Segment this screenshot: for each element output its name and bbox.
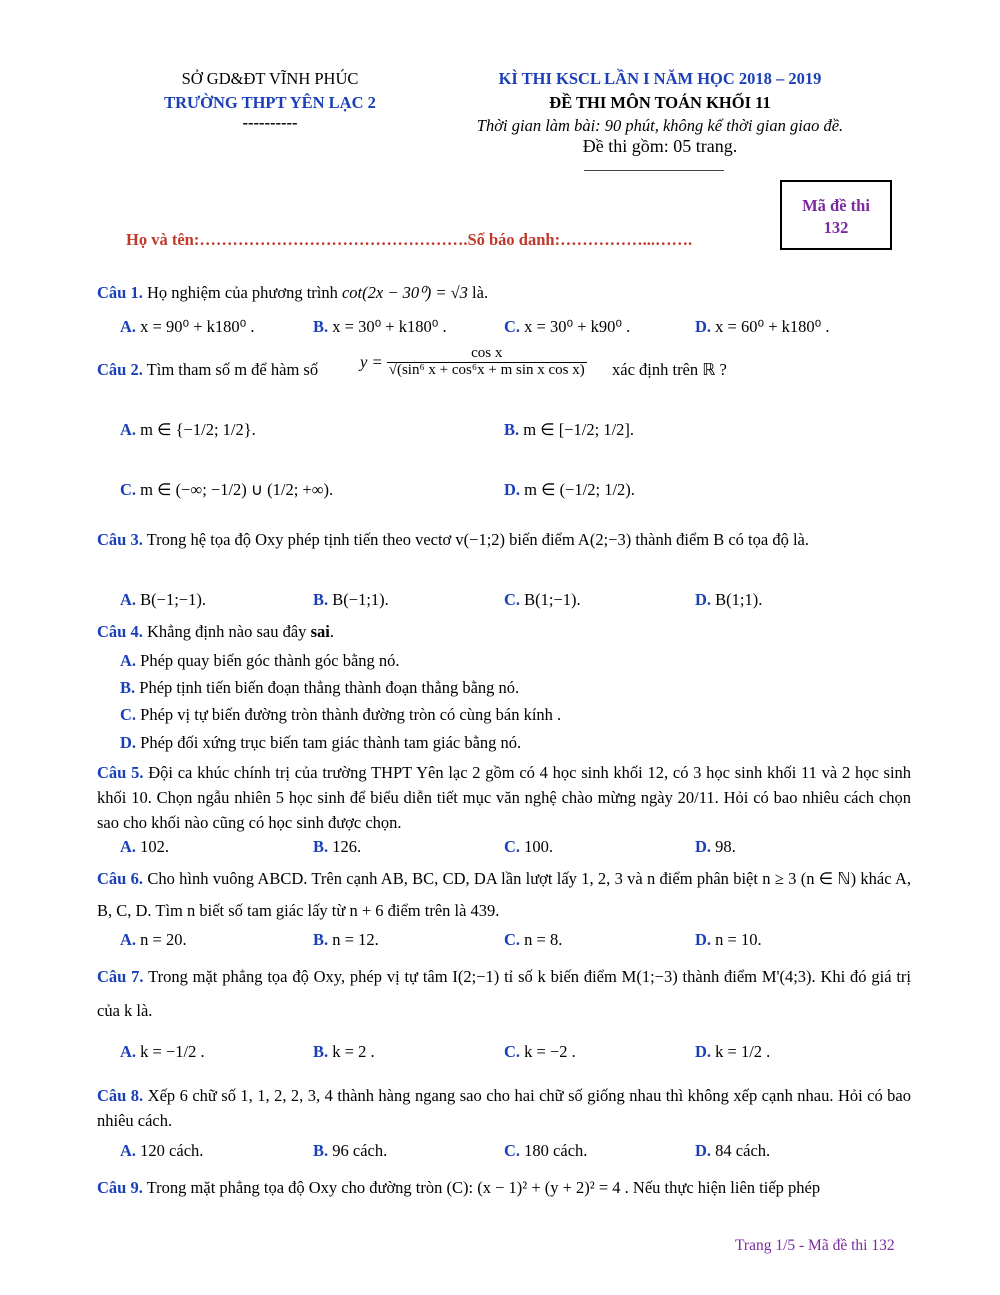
answer-c: C. 100. bbox=[504, 837, 554, 856]
answer-d: D. B(1;1). bbox=[695, 590, 763, 609]
question-label: Câu 2. bbox=[97, 360, 143, 379]
question-9 bbox=[97, 1175, 911, 1200]
question-text: Trong hệ tọa độ Oxy phép tịnh tiến theo vectơ v(−1;2) biến điểm A(2;−3) thành điểm B có tọa độ là. bbox=[146, 530, 809, 549]
question-equation: cot(2x − 30⁰) = √3 bbox=[341, 283, 468, 302]
question-1 bbox=[97, 283, 488, 303]
answer-b: B. B(−1;1). bbox=[313, 590, 389, 609]
answer-d: D. Phép đối xứng trục biến tam giác thành tam giác bằng nó. bbox=[120, 733, 522, 752]
answer-b: B. m ∈ [−1/2; 1/2]. bbox=[504, 420, 635, 439]
fraction-numerator: cos x bbox=[471, 345, 503, 361]
name-label: Họ và tên: bbox=[126, 230, 200, 249]
question-8 bbox=[97, 1083, 911, 1133]
question-text: Tìm tham số m để hàm số bbox=[146, 360, 319, 379]
header-dashes: ---------- bbox=[242, 113, 298, 132]
question-2 bbox=[97, 360, 318, 380]
header-divider bbox=[584, 170, 724, 171]
answer-d: D. m ∈ (−1/2; 1/2). bbox=[504, 480, 635, 499]
answer-a: A. k = −1/2 . bbox=[120, 1042, 205, 1061]
page-count: Đề thi gồm: 05 trang. bbox=[582, 136, 738, 156]
question-4: Câu 4. Khẳng định nào sau đây sai. bbox=[97, 622, 334, 641]
answer-a: A. n = 20. bbox=[120, 930, 187, 949]
exam-code-value: 132 bbox=[823, 218, 849, 237]
question-label: Câu 1. bbox=[97, 283, 143, 302]
question-7 bbox=[97, 960, 911, 1028]
question-text: Cho hình vuông ABCD. Trên cạnh AB, BC, CD, DA lần lượt lấy 1, 2, 3 và n điểm phân biệt n ≥ 3 (n ∈ ℕ) khác A, B, C, D. Tìm n biết số tam giác lấy từ n + 6 điểm trên là 439. bbox=[97, 869, 912, 920]
student-info-line bbox=[126, 230, 692, 250]
question-text: Xếp 6 chữ số 1, 1, 2, 2, 3, 4 thành hàng ngang sao cho hai chữ số giống nhau thì không xếp cạnh nhau. Hỏi có bao nhiêu cách. bbox=[97, 1086, 912, 1130]
answer-c: C. m ∈ (−∞; −1/2) ∪ (1/2; +∞). bbox=[120, 480, 334, 499]
answer-b: B. k = 2 . bbox=[313, 1042, 375, 1061]
question-text-end: là. bbox=[472, 283, 489, 302]
question-text: Khẳng định nào sau đây bbox=[146, 622, 307, 641]
exam-code-box bbox=[780, 180, 892, 250]
question-emphasis: sai bbox=[310, 622, 330, 641]
question-3 bbox=[97, 527, 911, 552]
answer-a: A. m ∈ {−1/2; 1/2}. bbox=[120, 420, 256, 439]
question-text: Họ nghiệm của phương trình bbox=[146, 283, 338, 302]
answer-b: B. x = 30⁰ + k180⁰ . bbox=[313, 317, 447, 336]
question-label: Câu 5. bbox=[97, 763, 144, 782]
answer-b: B. 96 cách. bbox=[313, 1141, 388, 1160]
exam-title: KÌ THI KSCL LẦN I NĂM HỌC 2018 – 2019 bbox=[498, 69, 822, 88]
question-label: Câu 6. bbox=[97, 869, 144, 888]
department-name: SỞ GD&ĐT VĨNH PHÚC bbox=[181, 69, 359, 88]
question-label: Câu 3. bbox=[97, 530, 143, 549]
answer-c: C. k = −2 . bbox=[504, 1042, 576, 1061]
answer-d: D. k = 1/2 . bbox=[695, 1042, 771, 1061]
question-label: Câu 8. bbox=[97, 1086, 144, 1105]
answer-b: B. 126. bbox=[313, 837, 362, 856]
exam-code-label: Mã đề thi bbox=[802, 196, 870, 215]
question-2-function: y = $\frac{\text{cos x}}{\text{√(sin⁶ x + cos⁶x + m sin x cos x)}}$ bbox=[360, 345, 585, 378]
answer-c: C. Phép vị tự biến đường tròn thành đường tròn có cùng bán kính . bbox=[120, 705, 562, 724]
id-label: Số báo danh: bbox=[467, 230, 561, 249]
answer-a: A. Phép quay biến góc thành góc bằng nó. bbox=[120, 651, 400, 670]
question-6 bbox=[97, 863, 911, 927]
subject-title: ĐỀ THI MÔN TOÁN KHỐI 11 bbox=[549, 93, 771, 112]
question-2-end: xác định trên ℝ ? bbox=[612, 360, 727, 379]
answer-b: B. n = 12. bbox=[313, 930, 379, 949]
answer-c: C. x = 30⁰ + k90⁰ . bbox=[504, 317, 631, 336]
question-label: Câu 4. bbox=[97, 622, 143, 641]
answer-d: D. 98. bbox=[695, 837, 736, 856]
school-name: TRƯỜNG THPT YÊN LẠC 2 bbox=[164, 93, 376, 112]
answer-b: B. Phép tịnh tiến biến đoạn thẳng thành đoạn thẳng bằng nó. bbox=[120, 678, 520, 697]
answer-a: A. 120 cách. bbox=[120, 1141, 204, 1160]
answer-a: A. x = 90⁰ + k180⁰ . bbox=[120, 317, 255, 336]
question-label: Câu 9. bbox=[97, 1178, 143, 1197]
name-field: …………………………………………. bbox=[199, 230, 468, 249]
answer-c: C. n = 8. bbox=[504, 930, 563, 949]
exam-time: Thời gian làm bài: 90 phút, không kể thời gian giao đề. bbox=[476, 116, 844, 135]
answer-c: C. B(1;−1). bbox=[504, 590, 581, 609]
answer-d: D. x = 60⁰ + k180⁰ . bbox=[695, 317, 830, 336]
id-field: ……………...……. bbox=[560, 230, 693, 249]
answer-a: A. 102. bbox=[120, 837, 170, 856]
answer-d: D. 84 cách. bbox=[695, 1141, 771, 1160]
answer-a: A. B(−1;−1). bbox=[120, 590, 206, 609]
question-text: Đội ca khúc chính trị của trường THPT Yên lạc 2 gồm có 4 học sinh khối 12, có 3 học sinh khối 11 và 2 học sinh khối 10. Chọn ngẫu nhiên 5 học sinh để biểu diễn tiết mục văn nghệ chào mừng ngày 20/11. Hỏi có bao nhiêu cách chọn sao cho khối nào cũng có học sinh được chọn. bbox=[97, 763, 912, 832]
fraction-denominator: √(sin⁶ x + cos⁶x + m sin x cos x) bbox=[388, 361, 585, 378]
question-label: Câu 7. bbox=[97, 967, 144, 986]
answer-c: C. 180 cách. bbox=[504, 1141, 588, 1160]
question-text: Trong mặt phẳng tọa độ Oxy cho đường tròn (C): (x − 1)² + (y + 2)² = 4 . Nếu thực hiện liên tiếp phép bbox=[146, 1178, 821, 1197]
page-footer: Trang 1/5 - Mã đề thi 132 bbox=[735, 1237, 895, 1254]
question-text: Trong mặt phẳng tọa độ Oxy, phép vị tự tâm I(2;−1) tỉ số k biến điểm M(1;−3) thành điểm M'(4;3). Khi đó giá trị của k là. bbox=[97, 967, 912, 1020]
question-5 bbox=[97, 760, 911, 835]
answer-d: D. n = 10. bbox=[695, 930, 762, 949]
